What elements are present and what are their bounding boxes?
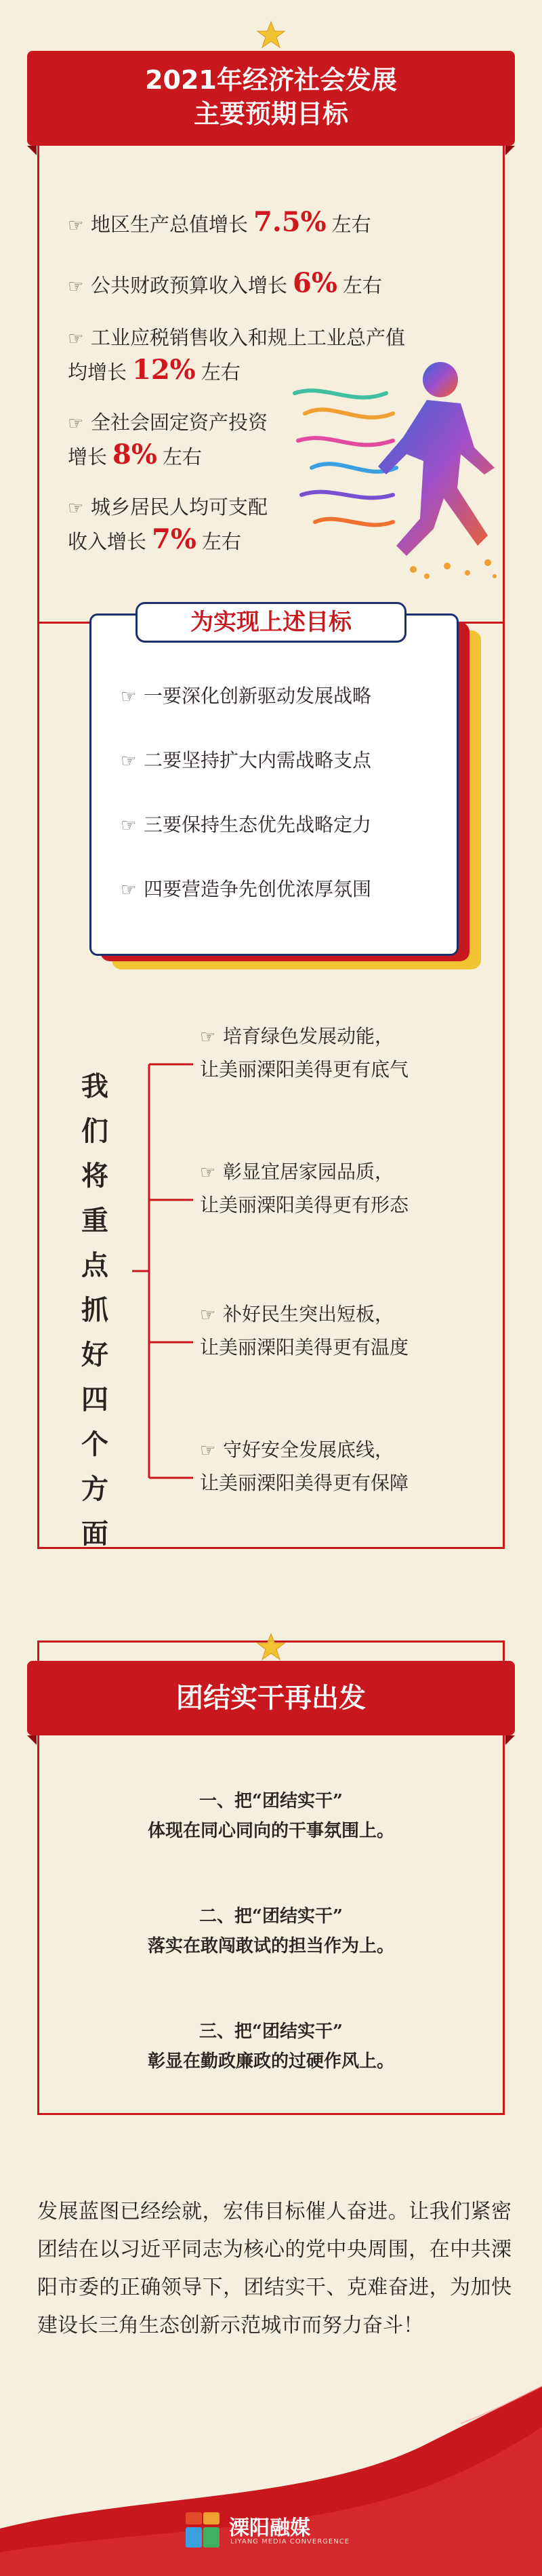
- section4-title: 团结实干再出发: [176, 1683, 366, 1714]
- pointing-hand-icon: ☞: [68, 329, 84, 349]
- solidarity-item: 三、把“团结实干” 彰显在勤政廉政的过硬作风上。: [147, 2021, 394, 2072]
- goal-item-industry: ☞ 工业应税销售收入和规上工业总产值 均增长 12% 左右: [68, 322, 405, 388]
- vertical-title: 我 们 将 重 点 抓 好 四 个 方 面: [81, 1070, 108, 1550]
- section4-banner: [27, 1661, 515, 1735]
- pointing-hand-icon: ☞: [200, 1441, 216, 1461]
- strategy-item: ☞ 一要深化创新驱动发展战略: [121, 685, 372, 707]
- pointing-hand-icon: ☞: [68, 498, 84, 519]
- goal-percent: 6%: [293, 267, 337, 299]
- pointing-hand-icon: ☞: [121, 687, 137, 707]
- goal-item-investment: ☞ 全社会固定资产投资 增长 8% 左右: [68, 407, 268, 472]
- aspect-item: ☞ 彰显宜居家园品质， 让美丽溧阳美得更有形态: [200, 1156, 409, 1222]
- goal-percent: 8%: [112, 439, 157, 470]
- goal-percent: 12%: [132, 354, 196, 386]
- star-icon: [256, 20, 286, 50]
- strategy-item: ☞ 二要坚持扩大内需战略支点: [121, 749, 372, 771]
- goal-item-income: ☞ 城乡居民人均可支配 收入增长 7% 左右: [68, 491, 268, 557]
- aspect-item: ☞ 培育绿色发展动能， 让美丽溧阳美得更有底气: [200, 1020, 409, 1086]
- pointing-hand-icon: ☞: [68, 277, 84, 297]
- closing-paragraph: 发展蓝图已经绘就，宏伟目标催人奋进。让我们紧密团结在以习近平同志为核心的党中央周围，在中共溧阳市委的正确领导下，团结实干、克难奋进，为加快建设长三角生态创新示范城市而努力奋斗！: [37, 2200, 512, 2337]
- strategy-item: ☞ 四要营造争先创优浓厚氛围: [121, 878, 372, 900]
- solidarity-item: 一、把“团结实干” 体现在同心同向的干事氛围上。: [147, 1791, 394, 1841]
- bracket-connector: [129, 1044, 196, 1505]
- logo-icon: [183, 2508, 224, 2552]
- pointing-hand-icon: ☞: [121, 751, 137, 771]
- solidarity-item: 二、把“团结实干” 落实在敢闯敢试的担当作为上。: [147, 1906, 394, 1956]
- star-icon: [256, 1632, 286, 1662]
- pointing-hand-icon: ☞: [121, 816, 137, 836]
- aspect-item: ☞ 守好安全发展底线， 让美丽溧阳美得更有保障: [200, 1434, 409, 1500]
- goal-percent: 7%: [152, 523, 196, 555]
- goal-item-budget: ☞ 公共财政预算收入增长 6% 左右: [68, 268, 382, 302]
- logo-text: 溧阳融媒: [229, 2516, 310, 2540]
- section2-title: 为实现上述目标: [136, 602, 406, 643]
- pointing-hand-icon: ☞: [200, 1163, 216, 1183]
- aspect-item: ☞ 补好民生突出短板， 让美丽溧阳美得更有温度: [200, 1298, 409, 1364]
- strategy-item: ☞ 三要保持生态优先战略定力: [121, 813, 372, 836]
- goal-percent: 7.5%: [253, 206, 327, 238]
- pointing-hand-icon: ☞: [200, 1305, 216, 1325]
- section1-title-line1: 2021年经济社会发展: [145, 65, 397, 95]
- section1-banner: [27, 51, 515, 146]
- pointing-hand-icon: ☞: [68, 414, 84, 434]
- pointing-hand-icon: ☞: [68, 216, 84, 236]
- section1-title-line2: 主要预期目标: [193, 99, 348, 129]
- goal-item-gdp: ☞ 地区生产总值增长 7.5% 左右: [68, 207, 371, 241]
- logo-subtext: LIYANG MEDIA CONVERGENCE: [230, 2538, 350, 2545]
- pointing-hand-icon: ☞: [121, 880, 137, 900]
- footer-logo: [183, 2508, 359, 2556]
- pointing-hand-icon: ☞: [200, 1027, 216, 1047]
